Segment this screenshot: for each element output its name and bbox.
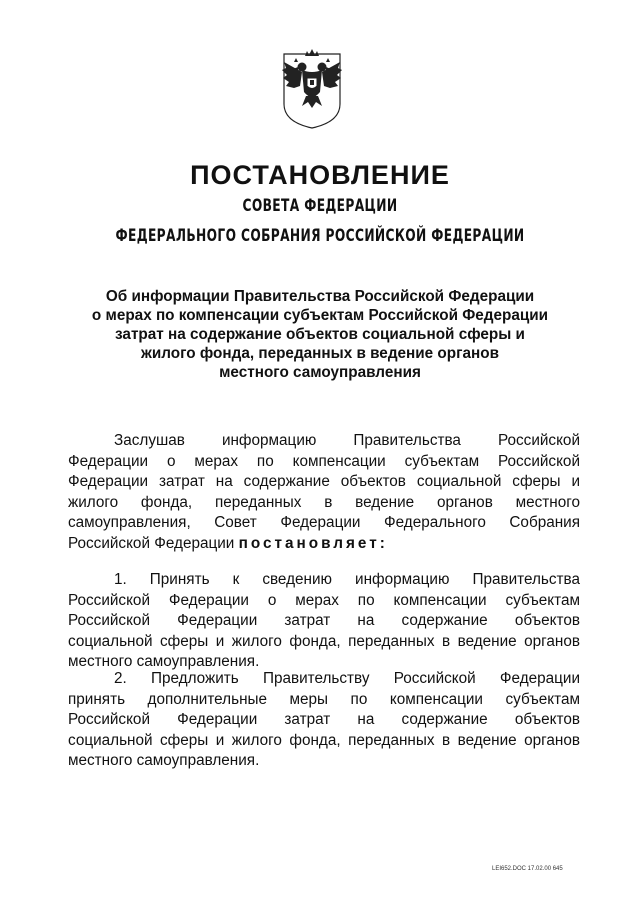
paragraph-line: Федерации затрат на содержание объектов социальной сферы и bbox=[68, 473, 580, 490]
paragraph-line: жилого фонда, переданных в ведение органов местного bbox=[68, 493, 580, 511]
paragraph-line: местного самоуправления. bbox=[68, 752, 260, 769]
paragraph-line: 1. Принять к сведению информацию Правительства bbox=[114, 571, 580, 588]
heading-line: местного самоуправления bbox=[219, 364, 421, 381]
resolution-item-1 bbox=[68, 570, 580, 673]
heading-line: затрат на содержание объектов социальной сферы и bbox=[115, 326, 525, 343]
document-subtitle-line-2: ФЕДЕРАЛЬНОГО СОБРАНИЯ РОССИЙСКОЙ ФЕДЕРАЦИИ bbox=[115, 226, 525, 246]
document-title: ПОСТАНОВЛЕНИЕ bbox=[190, 160, 450, 190]
paragraph-line: местного самоуправления. bbox=[68, 653, 260, 670]
heading-line: жилого фонда, переданных в ведение органов bbox=[140, 345, 499, 362]
heading-line: Об информации Правительства Российской Федерации bbox=[105, 288, 535, 305]
resolution-heading bbox=[60, 287, 580, 382]
paragraph-line: Российской Федерации затрат на содержание объектов bbox=[68, 612, 580, 629]
paragraph-line: 2. Предложить Правительству Российской Федерации bbox=[114, 670, 580, 687]
document-file-code: LEI652.DOC 17.02.00 645 bbox=[492, 866, 563, 872]
document-subtitle-line-1: СОВЕТА ФЕДЕРАЦИИ bbox=[242, 196, 398, 216]
paragraph-text: Российской Федерации bbox=[68, 534, 235, 552]
paragraph-line bbox=[68, 534, 580, 555]
paragraph-line: Федерации о мерах по компенсации субъектам Российской bbox=[68, 452, 580, 470]
heading-line: о мерах по компенсации субъектам Российской Федерации bbox=[91, 307, 549, 324]
paragraph-line: Российской Федерации затрат на содержание объектов bbox=[68, 711, 580, 728]
paragraph-line: Российской Федерации о мерах по компенсации субъектам bbox=[68, 591, 580, 609]
resolution-item-2 bbox=[68, 669, 580, 772]
paragraph-line: Заслушав информацию Правительства Российской bbox=[114, 432, 580, 449]
paragraph-line: социальной сферы и жилого фонда, переданных в ведение органов bbox=[68, 632, 580, 650]
intro-paragraph bbox=[68, 431, 580, 554]
coat-of-arms-icon bbox=[280, 48, 344, 130]
emblem bbox=[280, 48, 344, 130]
paragraph-line: самоуправления, Совет Федерации Федерального Собрания bbox=[68, 514, 580, 531]
paragraph-line: принять дополнительные меры по компенсации субъектам bbox=[68, 690, 580, 708]
resolves-word: постановляет: bbox=[238, 534, 388, 552]
paragraph-line: социальной сферы и жилого фонда, переданных в ведение органов bbox=[68, 731, 580, 749]
